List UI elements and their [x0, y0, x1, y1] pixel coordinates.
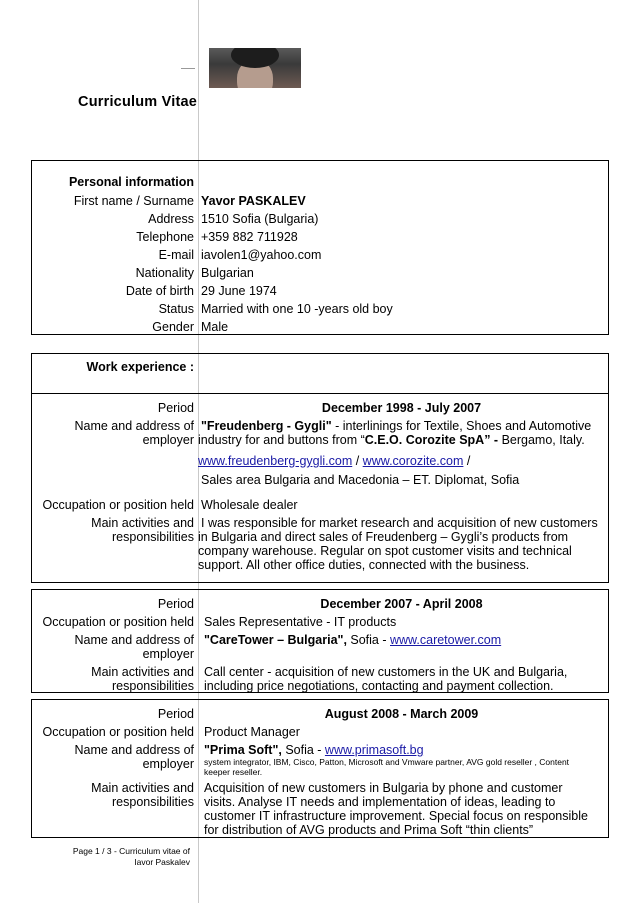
job-3-period-label: Period [157, 707, 194, 721]
corozite-link[interactable]: www.corozite.com [362, 454, 464, 468]
job-1-activities-label [91, 516, 194, 544]
job-3-employer-note: system integrator, IBM, Cisco, Patton, Microsoft and Vmware partner, AVG gold reseller , Content keeper reseller. [204, 757, 570, 777]
job-2-period: December 2007 - April 2008 [320, 597, 483, 611]
job-1-links [198, 454, 602, 468]
work-experience-header-box [31, 353, 609, 394]
job-3-employer-city: Sofia - [281, 743, 325, 757]
job-2-occupation: Sales Representative - IT products [204, 615, 397, 629]
nationality-value: Bulgarian [201, 266, 254, 280]
job-1-occupation: Wholesale dealer [201, 498, 298, 512]
personal-info-box [31, 160, 609, 335]
job-1-occupation-label: Occupation or position held [42, 498, 194, 512]
footer-line-2: Iavor Paskalev [134, 857, 190, 867]
footer-line-1: Page 1 / 3 - Curriculum vitae of [72, 846, 190, 856]
job-1-link-sep: / [352, 454, 363, 468]
gender-label: Gender [152, 320, 194, 334]
profile-photo [209, 48, 301, 88]
job-1-activities-label-2: responsibilities [112, 530, 194, 544]
job-3-employer-name: "Prima Soft", [204, 743, 282, 757]
job-2-employer-name: "CareTower – Bulgaria", [204, 633, 347, 647]
job-3-box [31, 699, 609, 838]
job-2-activities-label-2: responsibilities [112, 679, 194, 693]
job-2-employer [204, 633, 602, 647]
job-1-sales-area: Sales area Bulgaria and Macedonia – ET. Diplomat, Sofia [201, 473, 520, 487]
job-2-period-label: Period [157, 597, 194, 611]
job-1-box [31, 393, 609, 583]
job-1-employer-label-2: employer [142, 433, 194, 447]
gender-value: Male [201, 320, 229, 334]
nationality-label: Nationality [135, 266, 194, 280]
work-experience-title: Work experience : [86, 360, 194, 374]
personal-info-title: Personal information [68, 175, 194, 189]
job-1-link-end: / [463, 454, 471, 468]
job-1-employer-desc: - interlinings for Textile, Shoes and Automotive [331, 419, 592, 433]
job-1-employer-name: "Freudenberg - Gygli" [201, 419, 332, 433]
job-3-period: August 2008 - March 2009 [324, 707, 479, 721]
address-value: 1510 Sofia (Bulgaria) [201, 212, 319, 226]
job-1-employer-label-1: Name and address of [74, 419, 194, 433]
job-2-employer-label [74, 633, 194, 661]
job-2-box [31, 589, 609, 693]
job-3-activities-label-1: Main activities and [91, 781, 194, 795]
job-3-occupation-label: Occupation or position held [42, 725, 194, 739]
job-2-activities: Call center - acquisition of new customers in the UK and Bulgaria, including price negotiations, contacting and payment collection. [204, 665, 568, 693]
name-label: First name / Surname [73, 194, 194, 208]
document-title: Curriculum Vitae [78, 94, 197, 110]
job-1-employer-line2-b: C.E.O. Corozite SpA” - [364, 433, 499, 447]
job-3-activities: Acquisition of new customers in Bulgaria by phone and customer visits. Analyse IT needs and implementation of ideas, leading to customer IT infrastructure improvement. Special focus on responsible for distribution of AVG products and Prima Soft “thin clients” [204, 781, 588, 837]
job-3-employer-label-1: Name and address of [74, 743, 194, 757]
job-1-employer-line2-a: industry for and buttons from “ [198, 433, 365, 447]
job-1-period: December 1998 - July 2007 [321, 401, 482, 415]
job-2-employer-label-1: Name and address of [74, 633, 194, 647]
status-label: Status [158, 302, 194, 316]
job-1-activities-label-1: Main activities and [91, 516, 194, 530]
job-1-activities: I was responsible for market research and acquisition of new customers in Bulgaria and direct sales of Freudenberg – Gygli’s products from company warehouse. Regular on spot customer visits and technical support. All other office duties, connected with the business. [198, 516, 598, 572]
job-1-period-label: Period [157, 401, 194, 415]
job-2-employer-city: Sofia - [346, 633, 390, 647]
name-value: Yavor PASKALEV [201, 194, 306, 208]
job-2-activities-label-1: Main activities and [91, 665, 194, 679]
job-1-employer-line-1 [201, 419, 602, 433]
job-3-activities-label-2: responsibilities [112, 795, 194, 809]
freudenberg-link[interactable]: www.freudenberg-gygli.com [198, 454, 353, 468]
email-value: iavolen1@yahoo.com [201, 248, 322, 262]
job-2-activities-label [91, 665, 194, 693]
birth-value: 29 June 1974 [201, 284, 277, 298]
primasoft-link[interactable]: www.primasoft.bg [324, 743, 424, 757]
job-3-employer [204, 743, 602, 757]
page-footer [73, 846, 190, 868]
job-3-employer-label [74, 743, 194, 771]
address-label: Address [148, 212, 194, 226]
email-label: E-mail [158, 248, 194, 262]
job-3-employer-label-2: employer [142, 757, 194, 771]
job-3-activities-label [91, 781, 194, 809]
birth-label: Date of birth [125, 284, 194, 298]
job-2-employer-label-2: employer [142, 647, 194, 661]
telephone-value: +359 882 711928 [201, 230, 298, 244]
photo-hair [231, 48, 279, 68]
job-2-occupation-label: Occupation or position held [42, 615, 194, 629]
status-value: Married with one 10 -years old boy [201, 302, 393, 316]
header-rule [181, 68, 195, 69]
telephone-label: Telephone [136, 230, 194, 244]
job-1-employer-line-2 [198, 433, 602, 447]
job-3-occupation: Product Manager [204, 725, 300, 739]
job-1-employer-line2-c: Bergamo, Italy. [498, 433, 585, 447]
caretower-link[interactable]: www.caretower.com [390, 633, 502, 647]
